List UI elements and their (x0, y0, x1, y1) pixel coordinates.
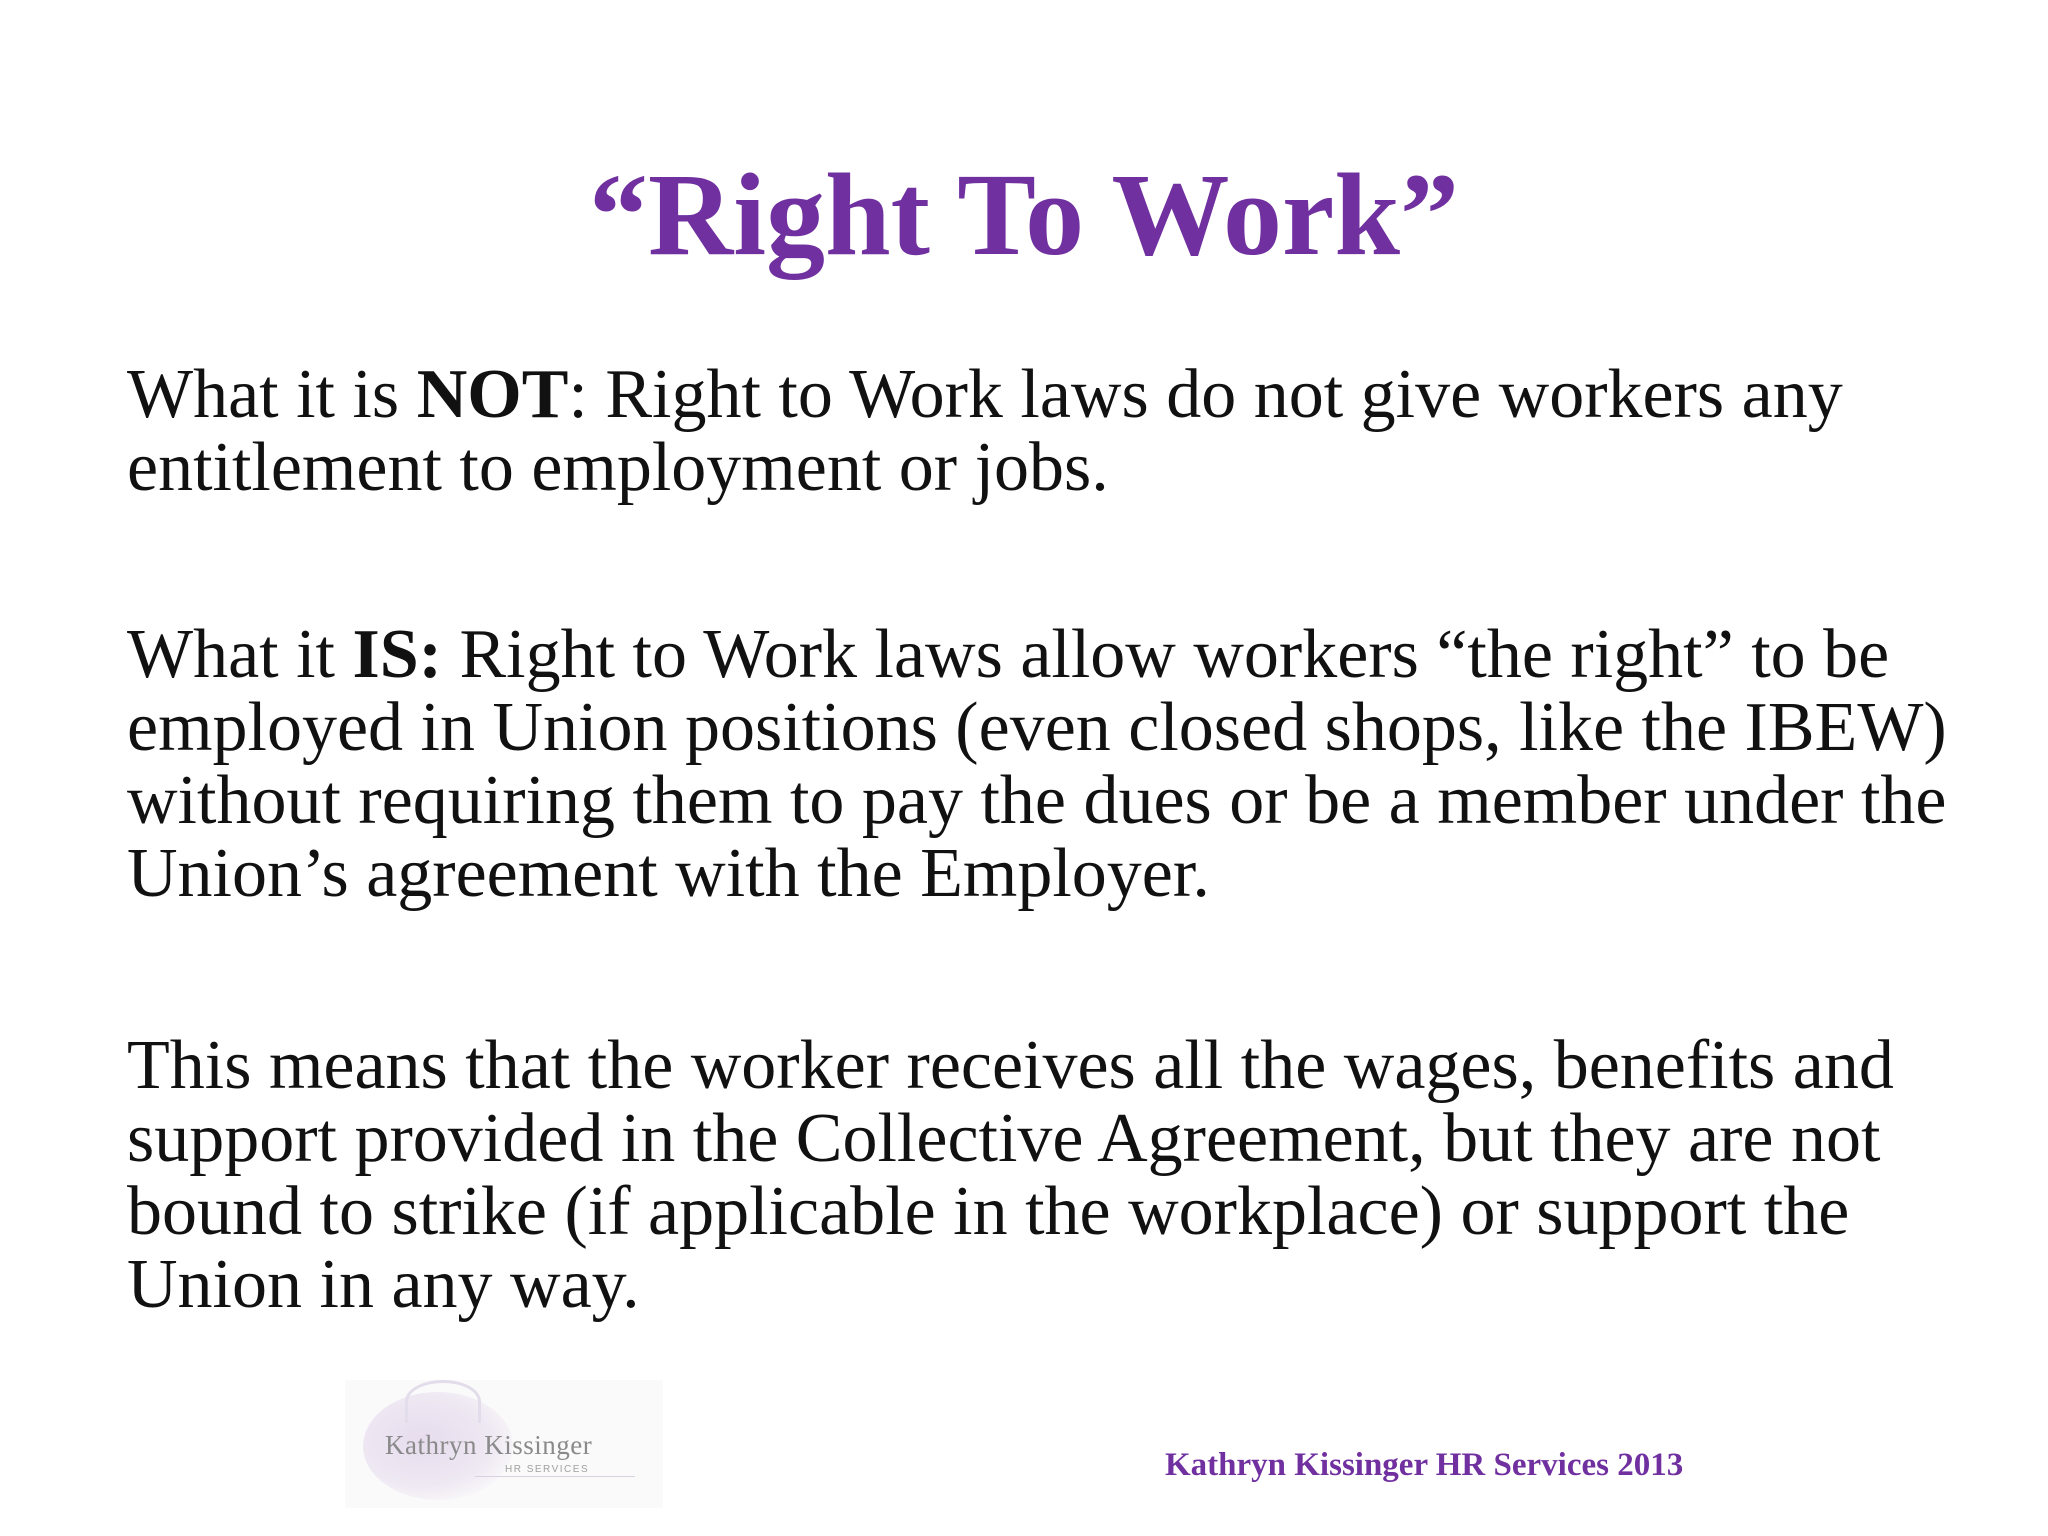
paragraph-what-it-is-not (127, 358, 1987, 504)
paragraph-lead: What it is (127, 356, 417, 433)
slide-title: “Right To Work” (588, 149, 1460, 280)
paragraph-what-it-is (127, 618, 1987, 910)
paragraph-body: Right to Work laws allow workers “the right” to be employed in Union positions (even closed shops, like the IBEW) without requiring them to pay the dues or be a member under the Union’s agreement with the Employer. (127, 616, 1947, 912)
logo-divider (475, 1476, 635, 1477)
paragraph-lead: What it (127, 616, 353, 693)
paragraph-body: : Right to Work laws do not give workers any entitlement to employment or jobs. (127, 356, 1843, 506)
footer-credit: Kathryn Kissinger HR Services 2013 (1165, 1447, 1684, 1483)
paragraph-emphasis: IS: (352, 616, 442, 693)
paragraph-emphasis: NOT (416, 356, 569, 433)
paragraph-meaning: This means that the worker receives all the wages, benefits and support provided in the Collective Agreement, but they are not bound to strike (if applicable in the workplace) or support the Union in any way. (127, 1027, 1894, 1323)
company-logo (345, 1380, 663, 1508)
logo-arc-mark (405, 1380, 481, 1423)
logo-name: Kathryn Kissinger (385, 1430, 593, 1460)
logo-subtitle: HR SERVICES (505, 1464, 590, 1475)
